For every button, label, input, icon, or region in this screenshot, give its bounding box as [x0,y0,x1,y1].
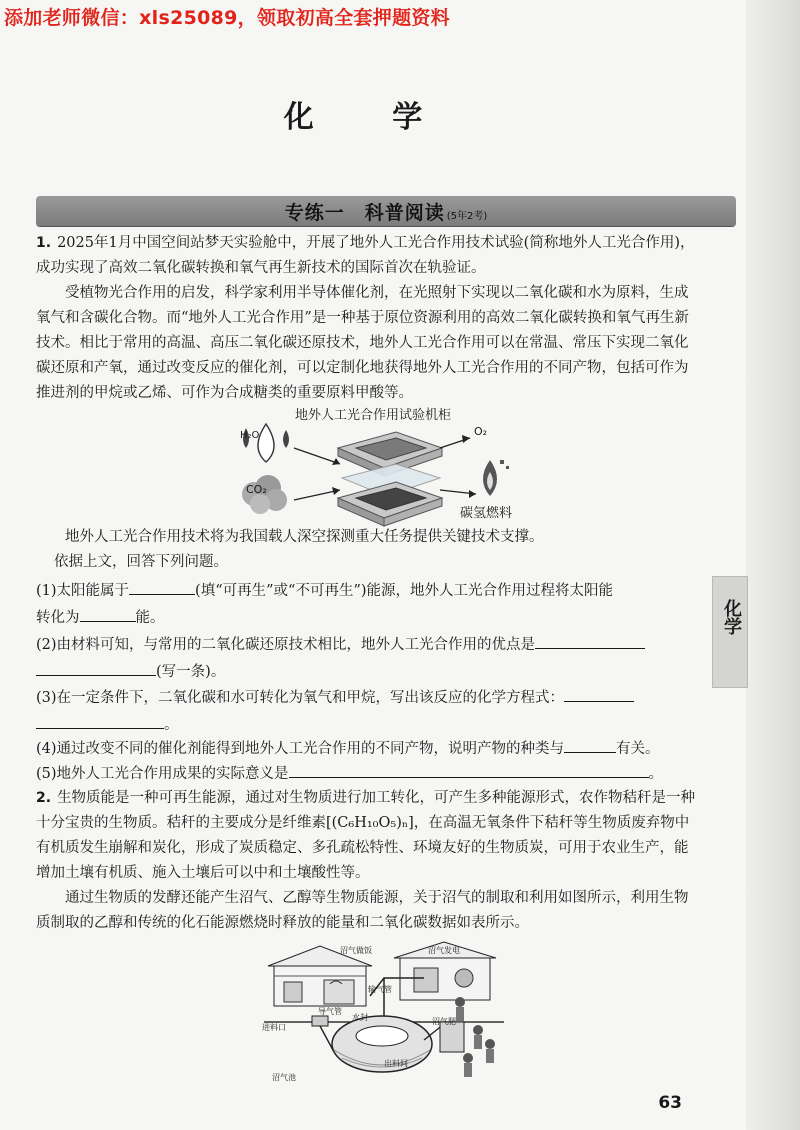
q1-prompt: 依据上文，回答下列问题。 [54,554,228,570]
q2-paragraph-1 [36,786,702,886]
label-water-seal: 水封 [352,1013,368,1022]
label-stove: 沼气做饭 [340,946,372,955]
o2-label: O₂ [474,425,488,438]
answer-blank-6[interactable] [36,711,164,729]
q1-paragraph-2: 受植物光合作用的启发，科学家利用半导体催化剂，在光照射下实现以二氧化碳和水为原料，生成氧气和含碳化合物。而“地外人工光合作用”是一种基于原位资源利用的高效二氧化碳转换和氧气再生新技术。相比于常用的高温、高压二氧化碳还原技术，地外人工光合作用可以在常温、常压下实现二氧化碳还原和产氧，通过改变反应的催化剂，可以定制化地获得地外人工光合作用的不同产物，包括可作为推进剂的甲烷或乙烯、可作为合成糖类的重要原料甲酸等。 [36,285,689,401]
q1-number: 1. [36,235,52,251]
q1-sub1-text-d: 能。 [135,610,165,626]
figure1-title: 地外人工光合作用试验机柜 [295,408,452,423]
label-tank: 沼气池 [272,1073,296,1082]
q1-sub4 [36,735,702,762]
q1-sub1-text-b: (填“可再生”或“不可再生”)能源，地外人工光合作用过程将太阳能 [195,583,614,599]
biogas-tank-icon [332,1016,432,1072]
co2-label: CO₂ [246,483,267,496]
label-fertilizer: 沼气肥 [432,1017,456,1026]
page-number: 63 [658,1093,682,1113]
q2-paragraph-2: 通过生物质的发酵还能产生沼气、乙醇等生物质能源，关于沼气的制取和利用如图所示，利用生物质制取的乙醇和传统的化石能源燃烧时释放的能量和二氧化碳数据如表所示。 [36,890,689,931]
label-outlet: 出料间 [384,1059,408,1068]
q1-sub3-text-a: (3)在一定条件下，二氧化碳和水可转化为氧气和甲烷，写出该反应的化学方程式： [36,690,565,706]
q2-number: 2. [36,790,52,806]
cabinet-device-icon [338,432,442,526]
page-spine-shadow [746,0,800,1130]
q1-intro-text: 2025年1月中国空间站梦天实验舱中，开展了地外人工光合作用技术试验(简称地外人工光合作用)，成功实现了高效二氧化碳转换和氧气再生新技术的国际首次在轨验证。 [36,235,695,276]
side-tab-label: 化学 [721,599,742,635]
section-subtitle: (5年2考) [446,211,488,222]
section-title: 专练一 科普阅读 [284,202,445,224]
watermark-text: 添加老师微信：xls25089，领取初高全套押题资料 [4,7,450,29]
subject-side-tab [712,576,748,688]
q1-sub5 [36,760,702,787]
fuel-label: 碳氢燃料 [460,506,513,521]
answer-blank-8[interactable] [289,760,649,778]
fuel-drop-icon [483,460,509,496]
answer-blank-1[interactable] [129,577,195,595]
q1-intro [36,231,702,281]
label-inlet: 进料口 [262,1023,286,1032]
q1-sub1-text-c: 转化为 [36,610,80,626]
q1-sub5-text-a: (5)地外人工光合作用成果的实际意义是 [36,766,289,782]
h2o-label: H₂O [240,430,260,441]
q1-sub4-text-a: (4)通过改变不同的催化剂能得到地外人工光合作用的不同产物，说明产物的种类与 [36,741,565,757]
answer-blank-5[interactable] [564,684,634,702]
q1-sub3 [36,684,702,738]
q1-sub2 [36,631,702,685]
q1-sub1 [36,577,702,631]
q1-sub4-text-b: 有关。 [616,741,660,757]
section-banner [36,196,736,226]
q1-sub5-text-b: 。 [648,766,664,782]
q2-paragraph-1-text: 生物质能是一种可再生能源，通过对生物质进行加工转化，可产生多种能源形式，农作物秸秆是一种十分宝贵的生物质。秸秆的主要成分是纤维素[(C₆H₁₀O₅)ₙ]，在高温无氧条件下秸秆等生物质废弃物中有机质发生崩解和炭化，形成了炭质稳定、多孔疏松特性、环境友好的生物质炭，可用于农业生产，能增加土壤有机质、施入土壤后可以中和土壤酸性等。 [36,790,696,881]
answer-blank-3[interactable] [535,631,645,649]
answer-blank-2[interactable] [80,604,136,622]
answer-blank-4[interactable] [36,658,156,676]
q1-sub2-text-a: (2)由材料可知，与常用的二氧化碳还原技术相比，地外人工光合作用的优点是 [36,637,536,653]
label-pipe: 输气管 [368,985,392,994]
q1-paragraph-3: 地外人工光合作用技术将为我国载人深空探测重大任务提供关键技术支撑。 [65,529,544,545]
label-lamp: 沼气发电 [428,946,460,955]
answer-blank-7[interactable] [564,735,616,753]
subject-title: 化 学 [283,100,457,135]
q1-sub1-text-a: (1)太阳能属于 [36,583,130,599]
label-valve: 导气管 [318,1007,342,1016]
q1-sub2-text-b: (写一条)。 [156,664,226,680]
q1-sub3-text-b: 。 [164,717,179,733]
